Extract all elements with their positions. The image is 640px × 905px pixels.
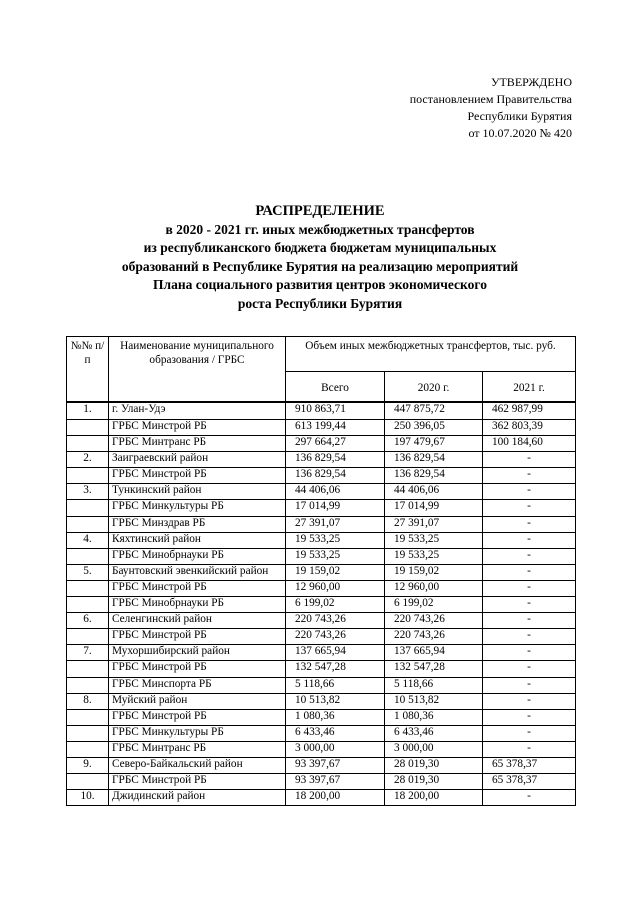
row-number bbox=[67, 468, 109, 484]
row-2021: - bbox=[483, 532, 576, 548]
row-name: ГРБС Минстрой РБ bbox=[109, 629, 286, 645]
row-number: 10. bbox=[67, 790, 109, 806]
row-total: 19 533,25 bbox=[286, 532, 385, 548]
row-number: 2. bbox=[67, 452, 109, 468]
row-name: Баунтовский эвенкийский район bbox=[109, 564, 286, 580]
row-total: 3 000,00 bbox=[286, 741, 385, 757]
row-2020: 136 829,54 bbox=[385, 468, 483, 484]
title-line: образований в Республике Бурятия на реализацию мероприятий bbox=[121, 258, 519, 274]
row-2021: - bbox=[483, 564, 576, 580]
row-name: Северо-Байкальский район bbox=[109, 757, 286, 773]
approval-label: УТВЕРЖДЕНО bbox=[490, 75, 572, 89]
row-name: ГРБС Минкультуры РБ bbox=[109, 725, 286, 741]
row-2020: 250 396,05 bbox=[385, 420, 483, 436]
row-2021: - bbox=[483, 613, 576, 629]
title-line: Плана социального развития центров экономического bbox=[153, 277, 487, 292]
approval-date-number: от 10.07.2020 № 420 bbox=[468, 126, 572, 140]
document-title bbox=[0, 202, 640, 313]
row-2021: - bbox=[483, 645, 576, 661]
row-2021: - bbox=[483, 677, 576, 693]
row-2021: 65 378,37 bbox=[483, 774, 576, 790]
row-2021: 100 184,60 bbox=[483, 436, 576, 452]
row-2020: 136 829,54 bbox=[385, 452, 483, 468]
row-total: 137 665,94 bbox=[286, 645, 385, 661]
table-row bbox=[67, 613, 576, 629]
row-total: 27 391,07 bbox=[286, 516, 385, 532]
row-total: 19 159,02 bbox=[286, 564, 385, 580]
row-number bbox=[67, 774, 109, 790]
row-name: Мухоршибирский район bbox=[109, 645, 286, 661]
table-row bbox=[67, 403, 576, 420]
row-name: Заиграевский район bbox=[109, 452, 286, 468]
table-row bbox=[67, 532, 576, 548]
title-line: роста Республики Бурятия bbox=[237, 295, 403, 311]
header-name: Наименование муниципального образования / ГРБС bbox=[109, 337, 286, 402]
title-line: в 2020 - 2021 гг. иных межбюджетных трансфертов bbox=[165, 221, 475, 237]
row-2021: - bbox=[483, 468, 576, 484]
row-total: 132 547,28 bbox=[286, 661, 385, 677]
row-name: ГРБС Минобрнауки РБ bbox=[109, 597, 286, 613]
table-row bbox=[67, 597, 576, 613]
distribution-table bbox=[66, 336, 576, 806]
table-row bbox=[67, 709, 576, 725]
row-total: 220 743,26 bbox=[286, 613, 385, 629]
row-2020: 19 533,25 bbox=[385, 548, 483, 564]
table-row bbox=[67, 564, 576, 580]
row-number bbox=[67, 548, 109, 564]
table-row bbox=[67, 548, 576, 564]
row-number bbox=[67, 629, 109, 645]
row-name: Тункинский район bbox=[109, 484, 286, 500]
row-name: ГРБС Минстрой РБ bbox=[109, 661, 286, 677]
row-2020: 19 533,25 bbox=[385, 532, 483, 548]
title-line: из республиканского бюджета бюджетам муниципальных bbox=[143, 240, 497, 255]
row-total: 12 960,00 bbox=[286, 580, 385, 596]
row-2020: 137 665,94 bbox=[385, 645, 483, 661]
row-name: ГРБС Минстрой РБ bbox=[109, 580, 286, 596]
table-row bbox=[67, 516, 576, 532]
table-row bbox=[67, 500, 576, 516]
row-name: ГРБС Минобрнауки РБ bbox=[109, 548, 286, 564]
row-number: 9. bbox=[67, 757, 109, 773]
row-total: 17 014,99 bbox=[286, 500, 385, 516]
row-number: 4. bbox=[67, 532, 109, 548]
table-row bbox=[67, 452, 576, 468]
row-total: 136 829,54 bbox=[286, 468, 385, 484]
row-2020: 44 406,06 bbox=[385, 484, 483, 500]
row-2021: - bbox=[483, 725, 576, 741]
row-2021: - bbox=[483, 709, 576, 725]
row-number bbox=[67, 436, 109, 452]
row-number: 6. bbox=[67, 613, 109, 629]
row-2020: 12 960,00 bbox=[385, 580, 483, 596]
row-2020: 19 159,02 bbox=[385, 564, 483, 580]
table-row bbox=[67, 580, 576, 596]
row-name: Кяхтинский район bbox=[109, 532, 286, 548]
row-2020: 1 080,36 bbox=[385, 709, 483, 725]
row-2021: - bbox=[483, 500, 576, 516]
row-2021: 362 803,39 bbox=[483, 420, 576, 436]
row-number bbox=[67, 661, 109, 677]
row-number: 5. bbox=[67, 564, 109, 580]
table-row bbox=[67, 645, 576, 661]
row-total: 93 397,67 bbox=[286, 757, 385, 773]
row-name: Селенгинский район bbox=[109, 613, 286, 629]
row-number bbox=[67, 580, 109, 596]
row-2021: 462 987,99 bbox=[483, 403, 576, 420]
row-total: 297 664,27 bbox=[286, 436, 385, 452]
table-row bbox=[67, 468, 576, 484]
row-name: ГРБС Минстрой РБ bbox=[109, 420, 286, 436]
row-2021: - bbox=[483, 580, 576, 596]
row-2020: 28 019,30 bbox=[385, 774, 483, 790]
row-2021: - bbox=[483, 484, 576, 500]
row-name: ГРБС Минтранс РБ bbox=[109, 436, 286, 452]
row-number bbox=[67, 709, 109, 725]
row-2020: 6 433,46 bbox=[385, 725, 483, 741]
row-total: 220 743,26 bbox=[286, 629, 385, 645]
row-2020: 17 014,99 bbox=[385, 500, 483, 516]
approval-decree: постановлением Правительства bbox=[409, 92, 572, 106]
row-name: ГРБС Минстрой РБ bbox=[109, 709, 286, 725]
table-row bbox=[67, 436, 576, 452]
row-number: 3. bbox=[67, 484, 109, 500]
header-2020: 2020 г. bbox=[385, 372, 483, 402]
row-number bbox=[67, 725, 109, 741]
row-2021: - bbox=[483, 661, 576, 677]
row-2021: - bbox=[483, 597, 576, 613]
row-name: ГРБС Минстрой РБ bbox=[109, 468, 286, 484]
row-number bbox=[67, 741, 109, 757]
row-total: 5 118,66 bbox=[286, 677, 385, 693]
row-total: 6 199,02 bbox=[286, 597, 385, 613]
table-row bbox=[67, 790, 576, 806]
header-total: Всего bbox=[286, 372, 385, 402]
row-2021: - bbox=[483, 629, 576, 645]
table-row bbox=[67, 774, 576, 790]
header-2021: 2021 г. bbox=[483, 372, 576, 402]
table-row bbox=[67, 661, 576, 677]
row-number: 8. bbox=[67, 693, 109, 709]
table-row bbox=[67, 725, 576, 741]
row-number bbox=[67, 597, 109, 613]
row-total: 6 433,46 bbox=[286, 725, 385, 741]
row-name: ГРБС Минтранс РБ bbox=[109, 741, 286, 757]
approval-stamp bbox=[410, 74, 572, 142]
header-number: №№ п/п bbox=[67, 337, 109, 402]
row-2021: - bbox=[483, 548, 576, 564]
row-2020: 132 547,28 bbox=[385, 661, 483, 677]
row-2021: - bbox=[483, 741, 576, 757]
table-row bbox=[67, 484, 576, 500]
row-name: г. Улан-Удэ bbox=[109, 403, 286, 420]
row-number bbox=[67, 677, 109, 693]
row-2021: - bbox=[483, 516, 576, 532]
row-2020: 5 118,66 bbox=[385, 677, 483, 693]
row-2021: - bbox=[483, 693, 576, 709]
row-2021: - bbox=[483, 790, 576, 806]
row-total: 19 533,25 bbox=[286, 548, 385, 564]
table-row bbox=[67, 741, 576, 757]
row-name: ГРБС Минстрой РБ bbox=[109, 774, 286, 790]
row-2020: 27 391,07 bbox=[385, 516, 483, 532]
row-name: Джидинский район bbox=[109, 790, 286, 806]
row-number bbox=[67, 500, 109, 516]
row-2021: 65 378,37 bbox=[483, 757, 576, 773]
table-row bbox=[67, 420, 576, 436]
row-2020: 18 200,00 bbox=[385, 790, 483, 806]
row-2020: 6 199,02 bbox=[385, 597, 483, 613]
row-2020: 220 743,26 bbox=[385, 629, 483, 645]
row-name: ГРБС Минспорта РБ bbox=[109, 677, 286, 693]
row-2020: 28 019,30 bbox=[385, 757, 483, 773]
row-total: 136 829,54 bbox=[286, 452, 385, 468]
approval-republic: Республики Бурятия bbox=[467, 109, 572, 123]
row-total: 18 200,00 bbox=[286, 790, 385, 806]
row-number bbox=[67, 516, 109, 532]
row-2020: 3 000,00 bbox=[385, 741, 483, 757]
row-name: ГРБС Минздрав РБ bbox=[109, 516, 286, 532]
row-total: 1 080,36 bbox=[286, 709, 385, 725]
row-2020: 447 875,72 bbox=[385, 403, 483, 420]
row-name: Муйский район bbox=[109, 693, 286, 709]
header-volume: Объем иных межбюджетных трансфертов, тыс. руб. bbox=[286, 337, 576, 372]
row-total: 44 406,06 bbox=[286, 484, 385, 500]
row-2020: 197 479,67 bbox=[385, 436, 483, 452]
row-total: 93 397,67 bbox=[286, 774, 385, 790]
table-row bbox=[67, 757, 576, 773]
row-2021: - bbox=[483, 452, 576, 468]
row-total: 10 513,82 bbox=[286, 693, 385, 709]
row-number: 7. bbox=[67, 645, 109, 661]
table-row bbox=[67, 629, 576, 645]
row-2020: 220 743,26 bbox=[385, 613, 483, 629]
row-total: 910 863,71 bbox=[286, 403, 385, 420]
row-number bbox=[67, 420, 109, 436]
table-row bbox=[67, 693, 576, 709]
row-name: ГРБС Минкультуры РБ bbox=[109, 500, 286, 516]
table-row bbox=[67, 677, 576, 693]
row-2020: 10 513,82 bbox=[385, 693, 483, 709]
row-total: 613 199,44 bbox=[286, 420, 385, 436]
row-number: 1. bbox=[67, 403, 109, 420]
title-heading: РАСПРЕДЕЛЕНИЕ bbox=[255, 203, 385, 219]
